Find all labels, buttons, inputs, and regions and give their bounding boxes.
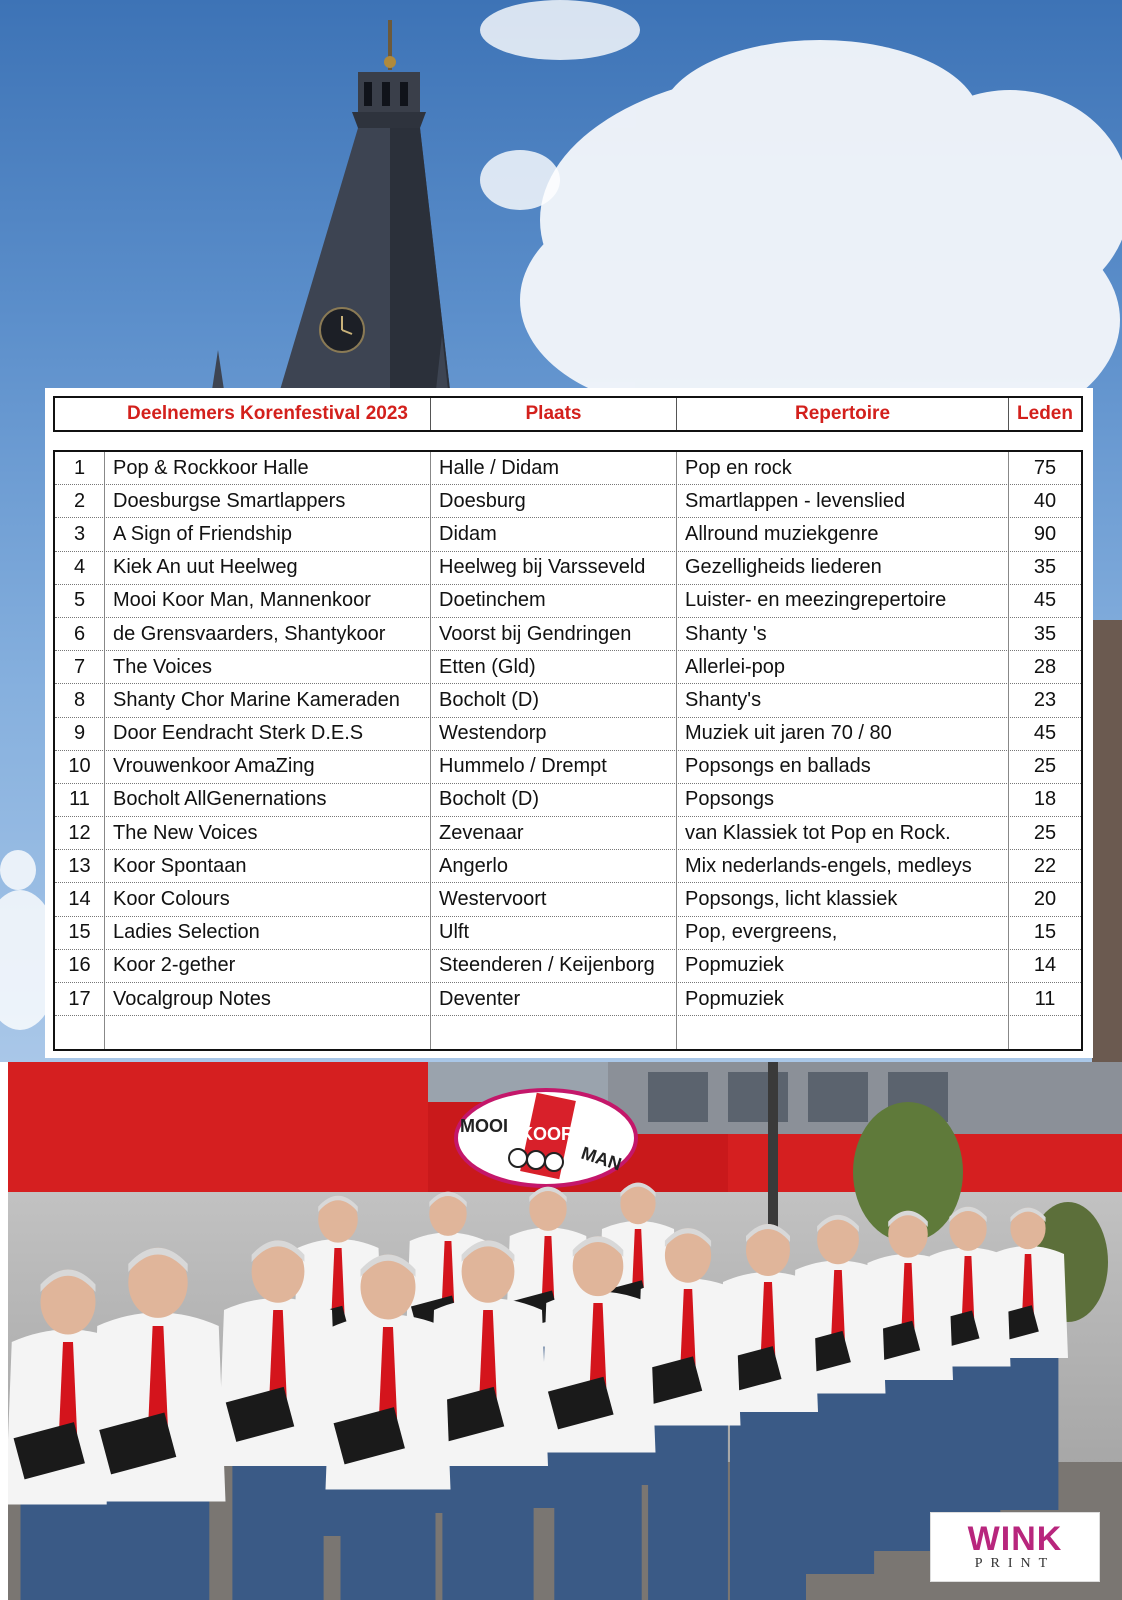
choir-repertoire: Muziek uit jaren 70 / 80: [677, 718, 1009, 750]
choir-members: 40: [1033, 489, 1057, 512]
cloud: [520, 40, 1122, 440]
table-header: [53, 396, 1083, 432]
choir-name: The Voices: [105, 651, 431, 683]
choir-place: Bocholt (D): [431, 684, 677, 716]
choir-place: Etten (Gld): [431, 651, 677, 683]
table-row: [55, 917, 1081, 950]
choir-name: A Sign of Friendship: [105, 518, 431, 550]
choir-members: [1009, 1016, 1081, 1049]
choir-name: Kiek An uut Heelweg: [105, 552, 431, 584]
table-row: [55, 1016, 1081, 1049]
choir-repertoire: Pop, evergreens,: [677, 917, 1009, 949]
choir-repertoire: Allerlei-pop: [677, 651, 1009, 683]
choir-place: Doesburg: [431, 485, 677, 517]
choir-name: Koor Spontaan: [105, 850, 431, 882]
choir-name: The New Voices: [105, 817, 431, 849]
table-row: [55, 684, 1081, 717]
table-row: [55, 618, 1081, 651]
choir-name: de Grensvaarders, Shantykoor: [105, 618, 431, 650]
choir-members: 75: [1033, 456, 1057, 479]
choir-repertoire: Popsongs en ballads: [677, 751, 1009, 783]
table-row: [55, 518, 1081, 551]
choir-members: 45: [1033, 722, 1057, 745]
choir-repertoire: Popmuziek: [677, 983, 1009, 1015]
choir-members: 14: [1033, 954, 1057, 977]
row-number: 17: [55, 983, 105, 1015]
choir-place: Voorst bij Gendringen: [431, 618, 677, 650]
choir-repertoire: van Klassiek tot Pop en Rock.: [677, 817, 1009, 849]
row-number: 8: [55, 684, 105, 716]
row-number: 6: [55, 618, 105, 650]
row-number: 9: [55, 718, 105, 750]
choir-place: Doetinchem: [431, 585, 677, 617]
row-number: 4: [55, 552, 105, 584]
table-row: [55, 718, 1081, 751]
mooi-koor-man-logo: [456, 1090, 636, 1186]
header-members: Leden: [1017, 403, 1073, 424]
choir-members: 11: [1034, 987, 1056, 1010]
choir-members: 25: [1033, 821, 1057, 844]
logo-word-mooi: MOOI: [460, 1116, 508, 1136]
table-row: [55, 552, 1081, 585]
choir-place: Hummelo / Drempt: [431, 751, 677, 783]
table-row: [55, 883, 1081, 916]
choir-members: 90: [1033, 522, 1057, 545]
choir-place: Bocholt (D): [431, 784, 677, 816]
choir-name: Vrouwenkoor AmaZing: [105, 751, 431, 783]
choir-repertoire: Gezelligheids liederen: [677, 552, 1009, 584]
choir-place: Steenderen / Keijenborg: [431, 950, 677, 982]
sponsor-logo-wink: WINK: [967, 1520, 1063, 1558]
choir-repertoire: Shanty's: [677, 684, 1009, 716]
table-row: [55, 850, 1081, 883]
row-number: 11: [55, 784, 105, 816]
header-place: Plaats: [431, 398, 677, 430]
table-row: [55, 784, 1081, 817]
choir-members: 35: [1033, 556, 1057, 579]
header-number-spacer: [55, 398, 105, 430]
row-number: 3: [55, 518, 105, 550]
choir-repertoire: Shanty 's: [677, 618, 1009, 650]
choir-members: 45: [1033, 589, 1057, 612]
choir-members: 18: [1033, 788, 1057, 811]
table-row: [55, 817, 1081, 850]
row-number: 5: [55, 585, 105, 617]
choir-name: Pop & Rockkoor Halle: [105, 452, 431, 484]
choir-name: Door Eendracht Sterk D.E.S: [105, 718, 431, 750]
table-row: [55, 485, 1081, 518]
choir-place: [431, 1016, 677, 1049]
choir-repertoire: Smartlappen - levenslied: [677, 485, 1009, 517]
row-number: 1: [55, 452, 105, 484]
choir-repertoire: Allround muziekgenre: [677, 518, 1009, 550]
header-repertoire: Repertoire: [677, 398, 1009, 430]
row-number: 15: [55, 917, 105, 949]
choir-name: [105, 1016, 431, 1049]
table-row: [55, 950, 1081, 983]
participants-card: [45, 388, 1093, 1058]
row-number: 7: [55, 651, 105, 683]
row-number: 13: [55, 850, 105, 882]
choir-place: Ulft: [431, 917, 677, 949]
choir-place: Westendorp: [431, 718, 677, 750]
row-number: 14: [55, 883, 105, 915]
logo-word-man: MAN: [578, 1142, 624, 1175]
choir-name: Ladies Selection: [105, 917, 431, 949]
choir-name: Koor 2-gether: [105, 950, 431, 982]
choir-place: Halle / Didam: [431, 452, 677, 484]
row-number: 10: [55, 751, 105, 783]
choir-members: 35: [1033, 622, 1057, 645]
choir-members: 28: [1033, 655, 1057, 678]
choir-place: Didam: [431, 518, 677, 550]
choir-place: Deventer: [431, 983, 677, 1015]
logo-word-koor: KOOR: [520, 1124, 574, 1144]
choir-place: Zevenaar: [431, 817, 677, 849]
sponsor-logo-print: PRINT: [974, 1556, 1056, 1571]
choir-name: Shanty Chor Marine Kameraden: [105, 684, 431, 716]
header-title: Deelnemers Korenfestival 2023: [105, 398, 431, 430]
choir-name: Doesburgse Smartlappers: [105, 485, 431, 517]
spire: [212, 20, 450, 390]
choir-name: Vocalgroup Notes: [105, 983, 431, 1015]
wink-print-logo: [930, 1512, 1100, 1582]
table-row: [55, 983, 1081, 1016]
choir-members: 22: [1033, 854, 1057, 877]
choir-repertoire: Pop en rock: [677, 452, 1009, 484]
row-number: 2: [55, 485, 105, 517]
row-number: 16: [55, 950, 105, 982]
choir-members: 20: [1033, 888, 1057, 911]
choir-name: Mooi Koor Man, Mannenkoor: [105, 585, 431, 617]
choir-repertoire: Popmuziek: [677, 950, 1009, 982]
choir-name: Bocholt AllGenernations: [105, 784, 431, 816]
choir-repertoire: Popsongs: [677, 784, 1009, 816]
choir-members: 25: [1033, 755, 1057, 778]
choir-repertoire: Luister- en meezingrepertoire: [677, 585, 1009, 617]
choir-name: Koor Colours: [105, 883, 431, 915]
row-number: 12: [55, 817, 105, 849]
table-row: [55, 585, 1081, 618]
table-row: [55, 452, 1081, 485]
choir-repertoire: Popsongs, licht klassiek: [677, 883, 1009, 915]
choir-place: Heelweg bij Varsseveld: [431, 552, 677, 584]
choir-place: Westervoort: [431, 883, 677, 915]
choir-repertoire: Mix nederlands-engels, medleys: [677, 850, 1009, 882]
row-number: [55, 1016, 105, 1049]
choir-place: Angerlo: [431, 850, 677, 882]
participants-table: [53, 450, 1083, 1051]
table-row: [55, 651, 1081, 684]
choir-members: 23: [1033, 688, 1057, 711]
choir-repertoire: [677, 1016, 1009, 1049]
choir-members: 15: [1033, 921, 1057, 944]
table-row: [55, 751, 1081, 784]
